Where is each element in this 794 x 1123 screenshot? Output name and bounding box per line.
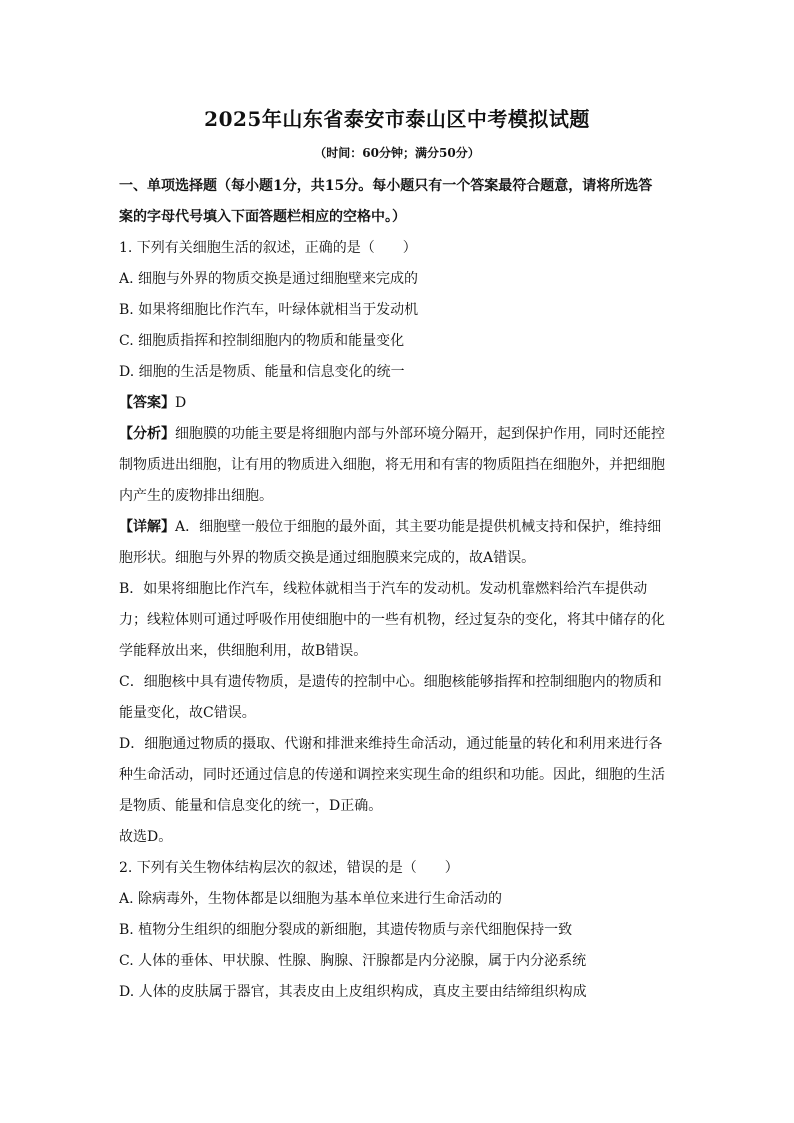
analysis-line-2: 制物质进出细胞，让有用的物质进入细胞，将无用和有害的物质阻挡在细胞外，并把细胞 [119, 457, 665, 473]
detail-line-5: 学能释放出来，供细胞利用，故B错误。 [119, 643, 368, 659]
detail-line-9: 种生命活动，同时还通过信息的传递和调控来实现生命的组织和功能。因此，细胞的生活 [119, 767, 665, 783]
analysis-line-1 [119, 424, 679, 444]
analysis-tag: 【分析】 [119, 426, 175, 442]
page-title: 2025年山东省泰安市泰山区中考模拟试题 [204, 107, 590, 131]
question-1-option-a: A. 细胞与外界的物质交换是通过细胞壁来完成的 [119, 271, 419, 287]
question-1-stem: 1. 下列有关细胞生活的叙述，正确的是（ ） [119, 240, 417, 256]
detail-line-10: 是物质、能量和信息变化的统一，D正确。 [119, 798, 383, 814]
question-2-option-b: B. 植物分生组织的细胞分裂成的新细胞，其遗传物质与亲代细胞保持一致 [119, 922, 573, 938]
answer-value: D [175, 395, 187, 411]
exam-time-and-score: （时间：60分钟；满分50分） [314, 146, 480, 160]
question-1-option-d: D. 细胞的生活是物质、能量和信息变化的统一 [119, 364, 405, 380]
section-heading-line-2: 案的字母代号填入下面答题栏相应的空格中。） [119, 209, 406, 225]
detail-line-2: 胞形状。细胞与外界的物质交换是通过细胞膜来完成的，故A错误。 [119, 550, 536, 566]
question-1-option-c: C. 细胞质指挥和控制细胞内的物质和能量变化 [119, 333, 405, 349]
question-2-option-a: A. 除病毒外，生物体都是以细胞为基本单位来进行生命活动的 [119, 891, 503, 907]
question-1-option-b: B. 如果将细胞比作汽车，叶绿体就相当于发动机 [119, 302, 419, 318]
detail-text: A．细胞壁一般位于细胞的最外面，其主要功能是提供机械支持和保护，维持细 [175, 519, 662, 535]
detail-line-3: B．如果将细胞比作汽车，线粒体就相当于汽车的发动机。发动机靠燃料给汽车提供动 [119, 581, 648, 597]
question-2-option-c: C. 人体的垂体、甲状腺、性腺、胸腺、汗腺都是内分泌腺，属于内分泌系统 [119, 953, 587, 969]
section-heading-line-1: 一、单项选择题（每小题1分，共15分。每小题只有一个答案最符合题意，请将所选答 [119, 178, 653, 194]
detail-line-7: 能量变化，故C错误。 [119, 705, 256, 721]
detail-line-4: 力；线粒体则可通过呼吸作用使细胞中的一些有机物，经过复杂的变化，将其中储存的化 [119, 612, 665, 628]
question-2-stem: 2. 下列有关生物体结构层次的叙述，错误的是（ ） [119, 860, 459, 876]
answer-tag: 【答案】 [119, 395, 175, 411]
analysis-text: 细胞膜的功能主要是将细胞内部与外部环境分隔开，起到保护作用，同时还能控 [175, 426, 665, 442]
detail-line-8: D．细胞通过物质的摄取、代谢和排泄来维持生命活动，通过能量的转化和利用来进行各 [119, 736, 663, 752]
detail-line-6: C．细胞核中具有遗传物质，是遗传的控制中心。细胞核能够指挥和控制细胞内的物质和 [119, 674, 662, 690]
question-2-option-d: D. 人体的皮肤属于器官，其表皮由上皮组织构成，真皮主要由结缔组织构成 [119, 984, 587, 1000]
detail-tag: 【详解】 [119, 519, 175, 535]
detail-line-1 [119, 517, 679, 537]
analysis-line-3: 内产生的废物排出细胞。 [119, 488, 273, 504]
question-1-answer [119, 393, 679, 413]
detail-line-11: 故选D。 [119, 829, 173, 845]
